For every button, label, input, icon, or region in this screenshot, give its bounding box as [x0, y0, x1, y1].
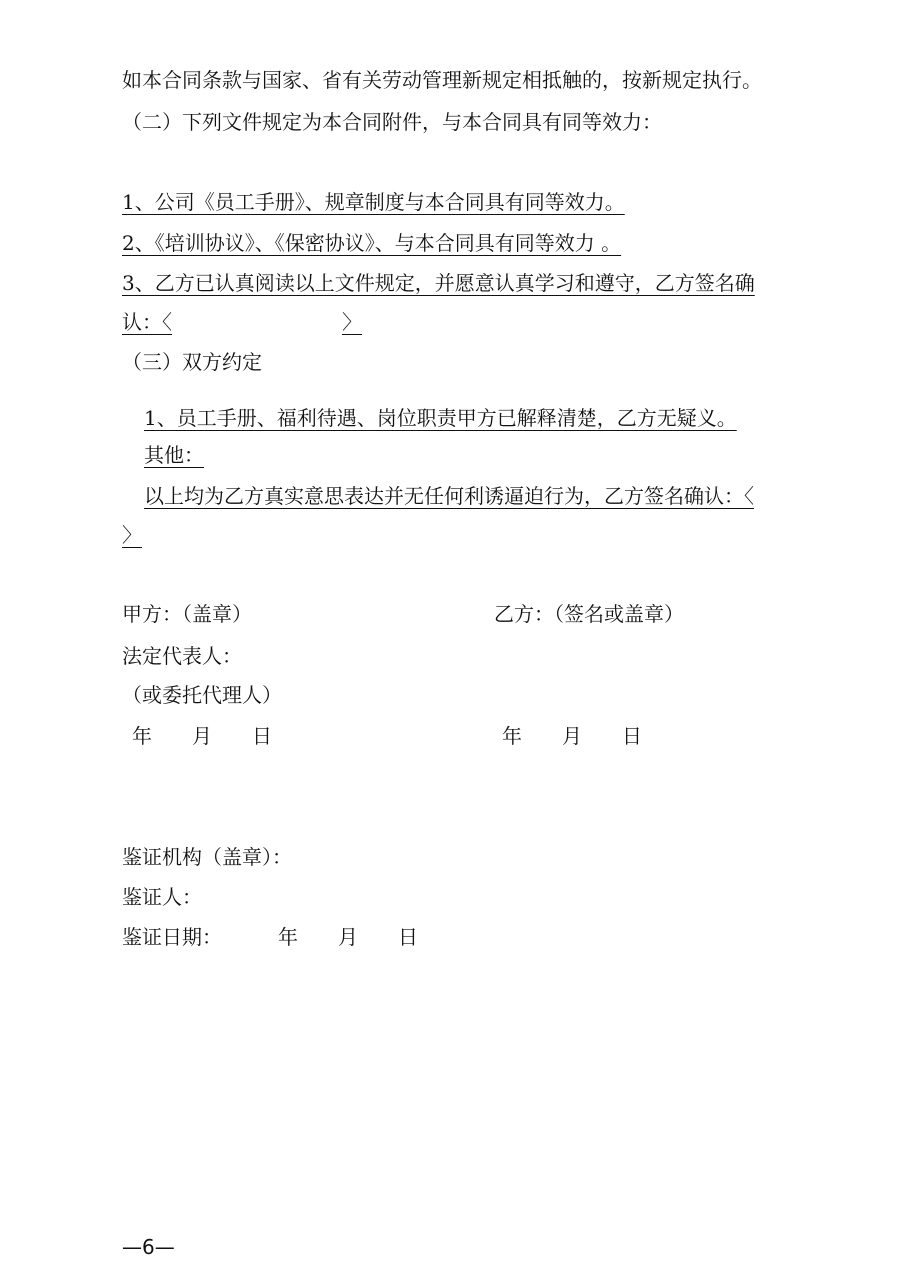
section-two-heading: （二）下列文件规定为本合同附件，与本合同具有同等效力： — [122, 110, 662, 134]
agreement-confirm-line-2 — [122, 521, 164, 549]
agreement-other — [122, 441, 234, 469]
signature-blank — [172, 308, 342, 336]
signature-confirm-suffix: 〉 — [342, 310, 362, 334]
agreement-item-1-text: 1、员工手册、福利待遇、岗位职责甲方已解释清楚，乙方无疑义。 — [144, 406, 737, 430]
party-b-date: 年 月 日 — [502, 724, 642, 748]
agreement-confirm-suffix: 〉 — [122, 523, 142, 547]
legal-representative-label: 法定代表人： — [122, 644, 242, 668]
authorized-agent-label: （或委托代理人） — [122, 683, 282, 707]
page-number: —6— — [122, 1235, 175, 1259]
signature-confirm-prefix: 认：〈 — [122, 310, 172, 334]
attachment-item-3-line-1: 3、乙方已认真阅读以上文件规定，并愿意认真学习和遵守，乙方签名确 — [122, 271, 755, 295]
agreement-confirm-text: 以上均为乙方真实意思表达并无任何利诱逼迫行为，乙方签名确认：〈 — [144, 484, 754, 508]
party-a-seal-label: 甲方：（盖章） — [122, 602, 252, 626]
agreement-confirm-line-1 — [122, 482, 754, 510]
attachment-item-2: 2、《培训协议》、《保密协议》、与本合同具有同等效力 。 — [122, 231, 622, 255]
certifier-label: 鉴证人： — [122, 885, 202, 909]
party-b-sign-label: 乙方：（签名或盖章） — [494, 602, 684, 626]
certification-agency-label: 鉴证机构（盖章）： — [122, 845, 292, 869]
agreement-item-1 — [122, 404, 747, 432]
attachment-item-3-signature-line — [122, 308, 374, 336]
certification-date-label: 鉴证日期： — [122, 925, 222, 949]
section-three-heading: （三）双方约定 — [122, 350, 262, 374]
clause-line-new-regulations: 如本合同条款与国家、省有关劳动管理新规定相抵触的，按新规定执行。 — [122, 68, 762, 92]
attachment-item-1: 1、公司《员工手册》、规章制度与本合同具有同等效力。 — [122, 190, 625, 214]
party-a-date: 年 月 日 — [132, 724, 272, 748]
agreement-other-label: 其他： — [144, 443, 204, 467]
certification-date-value: 年 月 日 — [278, 925, 418, 949]
